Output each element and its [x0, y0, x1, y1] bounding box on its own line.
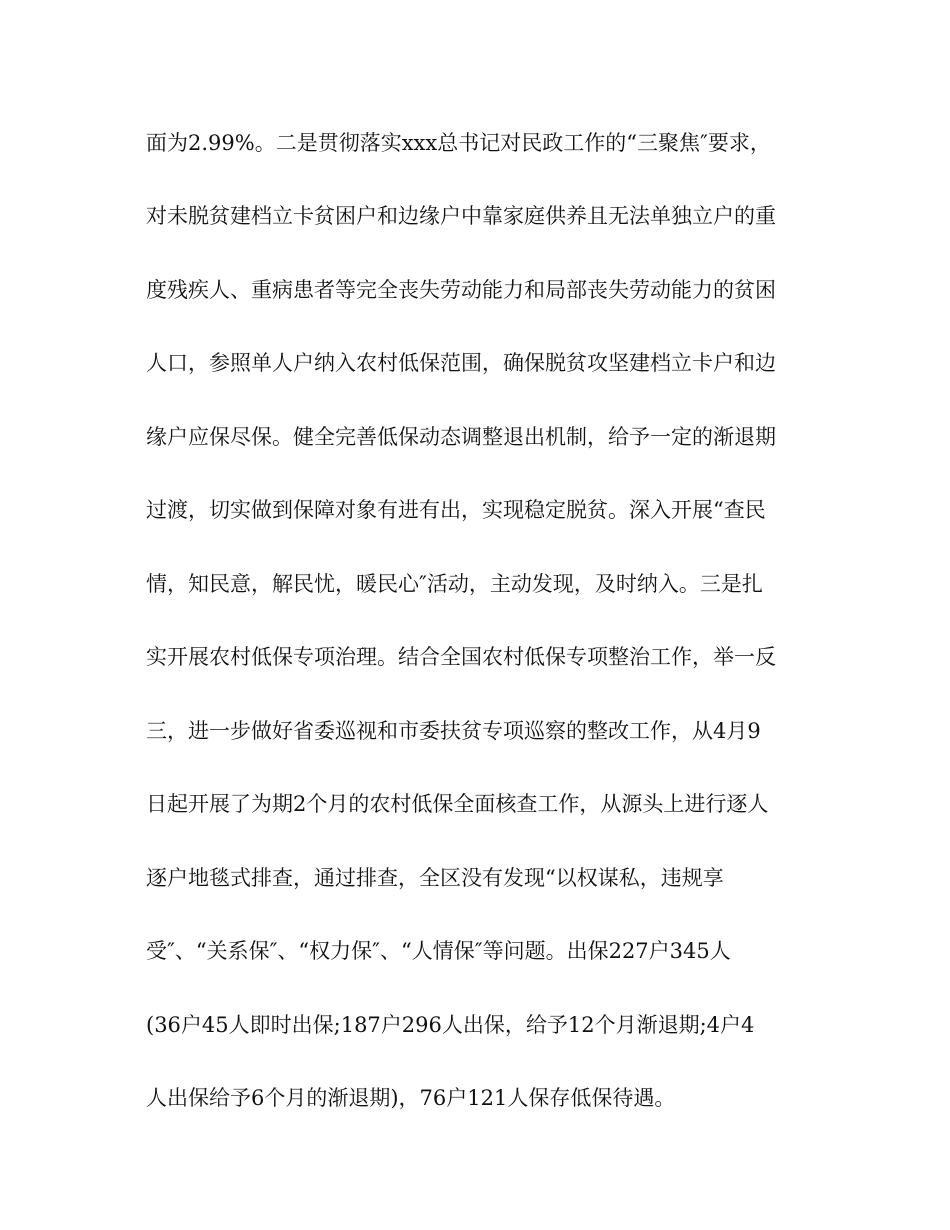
paragraph-line: 实开展农村低保专项治理。结合全国农村低保专项整治工作，举一反	[146, 645, 776, 669]
paragraph-line: (36户45人即时出保;187户296人出保，给予12个月渐退期;4户4	[146, 1013, 755, 1037]
paragraph-line: 逐户地毯式排查，通过排查，全区没有发现“以权谋私，违规享	[146, 866, 724, 890]
paragraph-line: 日起开展了为期2个月的农村低保全面核查工作，从源头上进行逐人	[146, 792, 769, 816]
paragraph-line: 过渡，切实做到保障对象有进有出，实现稳定脱贫。深入开展“查民	[146, 498, 766, 522]
paragraph-line: 人出保给予6个月的渐退期)，76户121人保存低保待遇。	[146, 1086, 676, 1110]
paragraph-line: 情，知民意，解民忧，暖民心″活动，主动发现，及时纳入。三是扎	[146, 572, 763, 596]
paragraph-line: 面为2.99%。二是贯彻落实xxx总书记对民政工作的“三聚焦″要求，	[146, 131, 771, 155]
paragraph-line: 对未脱贫建档立卡贫困户和边缘户中靠家庭供养且无法单独立户的重	[146, 204, 776, 228]
paragraph-line: 人口，参照单人户纳入农村低保范围，确保脱贫攻坚建档立卡户和边	[146, 351, 776, 375]
paragraph-line: 三，进一步做好省委巡视和市委扶贫专项巡察的整改工作，从4月9	[146, 719, 761, 743]
paragraph-line: 受″、“关系保″、“权力保″、“人情保″等问题。出保227户345人	[146, 939, 731, 963]
paragraph-line: 缘户应保尽保。健全完善低保动态调整退出机制，给予一定的渐退期	[146, 425, 776, 449]
paragraph-line: 度残疾人、重病患者等完全丧失劳动能力和局部丧失劳动能力的贫困	[146, 278, 776, 302]
